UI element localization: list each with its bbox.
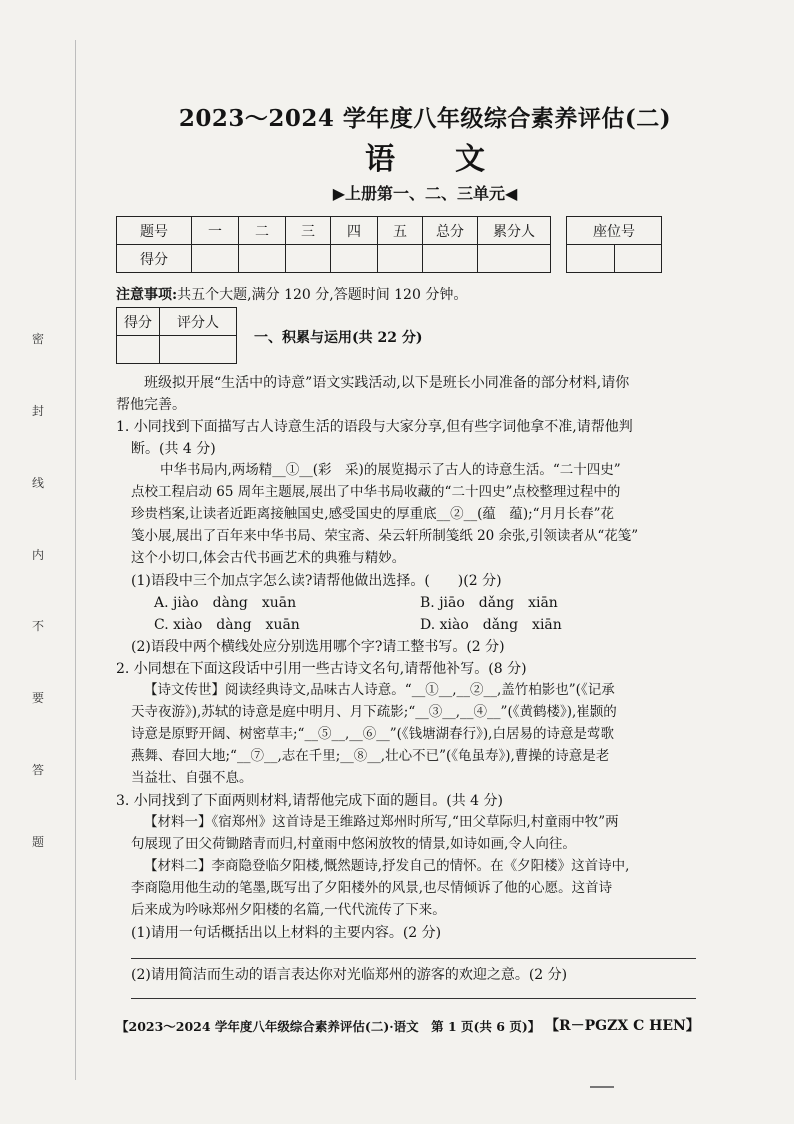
score-header-cell: 三 xyxy=(286,217,331,245)
q3-material2-line: 后来成为吟咏郑州夕阳楼的名篇,一代代流传了下来。 xyxy=(131,902,446,918)
notice-text: 共五个大题,满分 120 分,答题时间 120 分钟。 xyxy=(177,287,468,303)
q1-passage-line: 这个小切口,体会古代书画艺术的典雅与精妙。 xyxy=(131,550,406,566)
scan-mark xyxy=(590,1086,614,1088)
score-header-cell: 二 xyxy=(239,217,286,245)
section-title: 一、积累与运用(共 22 分) xyxy=(254,330,423,346)
seal-char: 线 xyxy=(31,475,44,490)
seat-input-cell[interactable] xyxy=(614,245,662,273)
q1-option-d[interactable]: D. xiào dǎng xiān xyxy=(420,617,562,633)
score-header-cell: 五 xyxy=(378,217,423,245)
score-input-cell[interactable] xyxy=(378,245,423,273)
seal-char: 密 xyxy=(31,332,44,346)
answer-line[interactable] xyxy=(131,998,696,999)
q3-sub1: (1)请用一句话概括出以上材料的主要内容。(2 分) xyxy=(131,925,442,941)
grader-score-header: 得分 xyxy=(117,308,160,336)
score-table xyxy=(116,216,551,273)
q3-material1-line: 【材料一】《宿郑州》这首诗是王维路过郑州时所写,“田父草际归,村童雨中牧”两 xyxy=(144,814,619,830)
q1-passage-line: 笺小展,展出了百年来中华书局、荣宝斋、朵云轩所制笺纸 20 余张,引领读者从“花笺” xyxy=(131,528,639,544)
q1-passage-line: 中华书局内,两场精__①__(彩 采)的展览揭示了古人的诗意生活。“二十四史” xyxy=(160,462,621,478)
section-intro-line: 班级拟开展“生活中的诗意”语文实践活动,以下是班长小同准备的部分材料,请你 xyxy=(144,375,630,391)
q3-sub2: (2)请用简洁而生动的语言表达你对光临郑州的游客的欢迎之意。(2 分) xyxy=(131,967,568,983)
score-input-cell[interactable] xyxy=(423,245,478,273)
score-input-cell[interactable] xyxy=(192,245,239,273)
score-header-cell: 累分人 xyxy=(478,217,551,245)
seal-char: 不 xyxy=(31,619,44,634)
q1-passage-line: 点校工程启动 65 周年主题展,展出了中华书局收藏的“二十四史”点校整理过程中的 xyxy=(131,484,621,500)
score-header-cell: 四 xyxy=(331,217,378,245)
score-input-cell[interactable] xyxy=(239,245,286,273)
scope-label: ▶上册第一、二、三单元◀ xyxy=(332,184,518,203)
score-input-cell[interactable] xyxy=(286,245,331,273)
binding-line xyxy=(75,40,76,1080)
q2-stem: 2. 小同想在下面这段话中引用一些古诗文名句,请帮他补写。(8 分) xyxy=(116,661,527,677)
q2-line: 诗意是原野开阔、树密草丰;“__⑤__,__⑥__”(《钱塘湖春行》),白居易的诗意是莺歌 xyxy=(131,726,614,742)
grader-score-input[interactable] xyxy=(117,336,160,364)
subject-title: 语文 xyxy=(365,142,545,177)
q1-sub2: (2)语段中两个横线处应分别选用哪个字?请工整书写。(2 分) xyxy=(131,639,505,655)
score-header-cell: 总分 xyxy=(423,217,478,245)
exam-notice xyxy=(116,284,467,304)
seal-char: 内 xyxy=(31,547,44,562)
page-footer: 【2023～2024 学年度八年级综合素养评估(二)·语文 第 1 页(共 6 页)】 xyxy=(116,1019,541,1034)
score-input-cell[interactable] xyxy=(478,245,551,273)
section-intro-line: 帮他完善。 xyxy=(116,397,186,413)
q1-option-c[interactable]: C. xiào dàng xuān xyxy=(154,617,300,633)
seal-char: 答 xyxy=(31,763,44,778)
q1-stem: 断。(共 4 分) xyxy=(131,441,216,457)
q1-stem: 1. 小同找到下面描写古人诗意生活的语段与大家分享,但有些字词他拿不准,请帮他判 xyxy=(116,419,633,435)
paper-code: 【R－PGZX C HEN】 xyxy=(545,1018,700,1034)
grader-name-header: 评分人 xyxy=(160,308,237,336)
q2-line: 【诗文传世】阅读经典诗文,品味古人诗意。“__①__,__②__,盖竹柏影也”(《记承 xyxy=(144,682,615,698)
seat-label: 座位号 xyxy=(567,217,662,245)
q1-passage-line: 珍贵档案,让读者近距离接触国史,感受国史的厚重底__②__(蕴 蕴);“月月长春”花 xyxy=(131,506,614,522)
answer-line[interactable] xyxy=(131,958,696,959)
notice-label: 注意事项: xyxy=(116,287,178,303)
q3-stem: 3. 小同找到了下面两则材料,请帮他完成下面的题目。(共 4 分) xyxy=(116,793,503,809)
seal-char: 题 xyxy=(31,834,44,849)
q3-material1-line: 句展现了田父荷锄踏青而归,村童雨中悠闲放牧的情景,如诗如画,令人向往。 xyxy=(131,836,576,852)
grader-name-input[interactable] xyxy=(160,336,237,364)
q2-line: 天寺夜游》),苏轼的诗意是庭中明月、月下疏影;“__③__,__④__”(《黄鹤楼》),崔颢的 xyxy=(131,704,617,720)
q3-material2-line: 李商隐用他生动的笔墨,既写出了夕阳楼外的风景,也尽情倾诉了他的心愿。这首诗 xyxy=(131,880,613,896)
q1-option-a[interactable]: A. jiào dàng xuān xyxy=(154,595,297,611)
exam-title: 2023～2024 学年度八年级综合素养评估(二) xyxy=(178,105,672,132)
seal-char: 要 xyxy=(31,691,44,706)
score-input-cell[interactable] xyxy=(331,245,378,273)
seal-char: 封 xyxy=(31,403,44,418)
score-header-cell: 题号 xyxy=(117,217,192,245)
q1-option-b[interactable]: B. jiāo dǎng xiān xyxy=(420,595,558,611)
q1-sub1: (1)语段中三个加点字怎么读?请帮他做出选择。( )(2 分) xyxy=(131,573,502,589)
q2-line: 当益壮、自强不息。 xyxy=(131,770,253,786)
seat-input-cell[interactable] xyxy=(567,245,615,273)
q3-material2-line: 【材料二】李商隐登临夕阳楼,慨然题诗,抒发自己的情怀。在《夕阳楼》这首诗中, xyxy=(144,858,630,874)
seat-table xyxy=(566,216,662,273)
q2-line: 燕舞、春回大地;“__⑦__,志在千里;__⑧__,壮心不已”(《龟虽寿》),曹操的诗意是老 xyxy=(131,748,610,764)
score-label-cell: 得分 xyxy=(117,245,192,273)
score-header-cell: 一 xyxy=(192,217,239,245)
grader-table xyxy=(116,307,237,364)
seal-margin-text xyxy=(28,330,48,850)
